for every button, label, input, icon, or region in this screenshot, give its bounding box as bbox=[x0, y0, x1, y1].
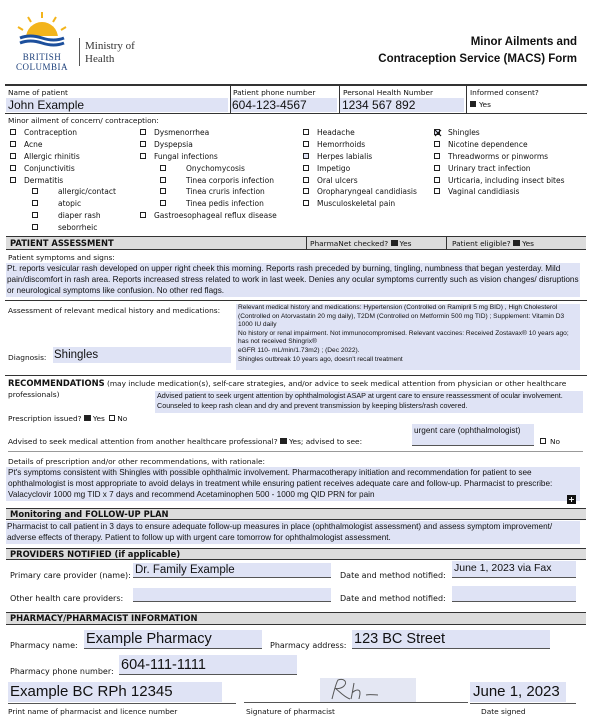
patient-name-field[interactable]: John Example bbox=[6, 98, 228, 112]
other-date-label: Date and method notified: bbox=[340, 594, 446, 603]
pharmanet-checkbox[interactable] bbox=[391, 240, 398, 246]
checkbox[interactable] bbox=[303, 177, 309, 183]
ailment-label-text: Tinea cruris infection bbox=[186, 187, 265, 196]
assessment-title: PATIENT ASSESSMENT bbox=[10, 238, 114, 248]
ailment-label-text: seborrheic bbox=[58, 223, 98, 232]
ailment-hemorrhoids[interactable] bbox=[303, 140, 365, 149]
primary-date-field[interactable]: June 1, 2023 via Fax bbox=[452, 561, 576, 578]
pharmacy-header bbox=[6, 612, 586, 625]
checkbox[interactable] bbox=[434, 141, 440, 147]
pharmacy-phone-label: Pharmacy phone number: bbox=[10, 667, 114, 676]
checkbox[interactable] bbox=[32, 224, 38, 230]
checkbox-checked[interactable] bbox=[434, 129, 440, 135]
ailment-label-text: Onychomycosis bbox=[186, 164, 245, 173]
checkbox[interactable] bbox=[303, 129, 309, 135]
signature-label: Signature of pharmacist bbox=[246, 707, 335, 716]
ailment-seborrheic[interactable] bbox=[32, 223, 97, 232]
ailment-oral-ulcers[interactable] bbox=[303, 176, 358, 185]
ailment-fungal[interactable] bbox=[140, 152, 218, 161]
checkbox[interactable] bbox=[10, 141, 16, 147]
signature-icon bbox=[326, 677, 386, 703]
logo-text-1: BRITISH bbox=[22, 52, 62, 62]
bc-sun-icon bbox=[10, 8, 74, 48]
ailment-dermatitis[interactable] bbox=[10, 176, 63, 185]
diagnosis-label: Diagnosis: bbox=[8, 353, 47, 362]
checkbox[interactable] bbox=[10, 177, 16, 183]
recommendations-title: RECOMMENDATIONS bbox=[8, 378, 105, 388]
ailment-dysmenorrhea[interactable] bbox=[140, 128, 209, 137]
ailment-label: Minor ailment of concern/ contraception: bbox=[8, 116, 159, 125]
ailment-label-text: Shingles bbox=[448, 128, 480, 137]
ailment-label-text: Gastroesophageal reflux disease bbox=[154, 211, 277, 220]
ailment-tinea-cruris[interactable] bbox=[160, 187, 265, 196]
patient-phone-field[interactable]: 604-123-4567 bbox=[231, 98, 337, 112]
eligible-checkbox[interactable] bbox=[513, 240, 520, 246]
date-signed-label: Date signed bbox=[481, 707, 526, 716]
ailment-onychomycosis[interactable] bbox=[160, 164, 245, 173]
prescription-yes-checkbox[interactable] bbox=[84, 415, 91, 421]
ailment-shingles[interactable] bbox=[434, 128, 480, 137]
ailment-label-text: diaper rash bbox=[58, 211, 101, 220]
checkbox[interactable] bbox=[140, 141, 146, 147]
advised-to-see-field[interactable]: urgent care (ophthalmologist) bbox=[412, 424, 534, 446]
ailment-label-text: Allergic rhinitis bbox=[24, 152, 80, 161]
logo-text-2: COLUMBIA bbox=[15, 62, 68, 72]
diagnosis-field[interactable]: Shingles bbox=[53, 347, 231, 363]
checkbox[interactable] bbox=[160, 188, 166, 194]
phn-field[interactable]: 1234 567 892 bbox=[340, 98, 464, 112]
patient-name-label: Name of patient bbox=[8, 88, 68, 97]
form-title-line2: Contraception Service (MACS) Form bbox=[378, 53, 577, 65]
ailment-label-text: Conjunctivitis bbox=[24, 164, 75, 173]
other-providers-field[interactable] bbox=[133, 588, 331, 602]
prescription-yes: Yes bbox=[92, 414, 105, 423]
ailment-label-text: Fungal infections bbox=[154, 152, 218, 161]
prescription-no: No bbox=[117, 414, 128, 423]
history-label: Assessment of relevant medical history and medications: bbox=[8, 306, 221, 315]
checkbox[interactable] bbox=[160, 165, 166, 171]
symptoms-field[interactable]: Pt. reports vesicular rash developed on upper right cheek this morning. Reports rash preceded by burning, tingling, numbness that began yesterday. Mild pain/discomfort in rash area. Reports increased stress related to work in last week. Denies any ocular symptoms currently such as vision changes/ disruptions or neurological symptoms like confusion. No other red flags. bbox=[7, 264, 579, 295]
checkbox[interactable] bbox=[303, 165, 309, 171]
ailment-gerd[interactable] bbox=[140, 211, 277, 220]
ailment-label-text: Contraception bbox=[24, 128, 78, 137]
ailment-label-text: atopic bbox=[58, 199, 82, 208]
ailment-label-text: Hemorrhoids bbox=[317, 140, 366, 149]
advised-no-checkbox[interactable] bbox=[540, 438, 546, 444]
pharmacist-name-label: Print name of pharmacist and licence number bbox=[8, 707, 178, 716]
ailment-label-text: allergic/contact bbox=[58, 187, 116, 196]
checkbox[interactable] bbox=[10, 129, 16, 135]
checkbox[interactable] bbox=[140, 129, 146, 135]
checkbox[interactable] bbox=[140, 212, 146, 218]
advised-yes-checkbox[interactable] bbox=[280, 438, 287, 444]
monitoring-header bbox=[6, 508, 586, 520]
ailment-impetigo[interactable] bbox=[303, 164, 350, 173]
checkbox[interactable] bbox=[32, 200, 38, 206]
ailment-headache[interactable] bbox=[303, 128, 355, 137]
ailment-label-text: Oropharyngeal candidiasis bbox=[317, 187, 417, 196]
ministry-line1: Ministry of bbox=[85, 40, 135, 52]
advised-yes: Yes; advised to see: bbox=[289, 437, 363, 446]
checkbox[interactable] bbox=[303, 200, 309, 206]
checkbox[interactable] bbox=[303, 188, 309, 194]
providers-title: PROVIDERS NOTIFIED (if applicable) bbox=[10, 549, 181, 559]
checkmark-icon bbox=[434, 129, 442, 137]
eligible-label: Patient eligible? bbox=[452, 239, 511, 248]
pharmacy-phone-field[interactable]: 604-111-1111 bbox=[119, 655, 297, 675]
checkbox[interactable] bbox=[32, 188, 38, 194]
other-providers-label: Other health care providers: bbox=[10, 594, 124, 603]
ailment-label-text: Tinea pedis infection bbox=[186, 199, 264, 208]
ailment-label-text: Urticaria, including insect bites bbox=[448, 176, 565, 185]
prescription-label: Prescription issued? bbox=[8, 414, 82, 423]
ailment-threadworms[interactable] bbox=[434, 152, 548, 161]
ailment-uti[interactable] bbox=[434, 164, 531, 173]
form-title bbox=[378, 34, 577, 68]
checkbox[interactable] bbox=[10, 153, 16, 159]
prescription-no-checkbox[interactable] bbox=[109, 415, 115, 421]
date-signed-field[interactable]: June 1, 2023 bbox=[470, 682, 566, 702]
ailment-vaginal-candidiasis[interactable] bbox=[434, 187, 519, 196]
ministry-name bbox=[85, 40, 135, 66]
checkbox[interactable] bbox=[434, 188, 440, 194]
primary-date-label: Date and method notified: bbox=[340, 571, 446, 580]
advised-row bbox=[8, 437, 362, 446]
checkbox[interactable] bbox=[32, 212, 38, 218]
checkbox[interactable] bbox=[10, 165, 16, 171]
expand-icon[interactable]: + bbox=[568, 495, 575, 504]
ailment-label-text: Dysmenorrhea bbox=[154, 128, 210, 137]
ailment-label-text: Nicotine dependence bbox=[448, 140, 528, 149]
advice-field[interactable]: Advised patient to seek urgent attention by ophthalmologist ASAP at urgent care to ensure reassessment of ocular involvement. Counseled to keep rash clean and dry and prevent transmission by keeping blisters/rash covered. bbox=[155, 391, 583, 413]
ailment-label-text: Herpes labialis bbox=[317, 152, 373, 161]
checkbox[interactable] bbox=[434, 177, 440, 183]
ailment-label-text: Oral ulcers bbox=[317, 176, 358, 185]
ailment-label-text: Tinea corporis infection bbox=[186, 176, 274, 185]
checkbox[interactable] bbox=[303, 141, 309, 147]
phn-label: Personal Health Number bbox=[343, 88, 434, 97]
monitoring-title: Monitoring and FOLLOW-UP PLAN bbox=[10, 509, 169, 519]
ailment-label-text: Dermatitis bbox=[24, 176, 64, 185]
pharmanet-checked[interactable] bbox=[310, 239, 411, 248]
ailment-tinea-corporis[interactable] bbox=[160, 176, 274, 185]
checkbox[interactable] bbox=[434, 153, 440, 159]
ailment-label-text: Musculoskeletal pain bbox=[317, 199, 396, 208]
ailment-dyspepsia[interactable] bbox=[140, 140, 193, 149]
symptoms-label: Patient symptoms and signs: bbox=[8, 253, 115, 262]
ailment-label-text: Urinary tract infection bbox=[448, 164, 531, 173]
patient-phone-label: Patient phone number bbox=[233, 88, 316, 97]
consent-yes[interactable] bbox=[470, 100, 491, 109]
advised-no bbox=[540, 437, 560, 446]
primary-provider-field[interactable]: Dr. Family Example bbox=[133, 563, 331, 578]
pharmacy-address-label: Pharmacy address: bbox=[270, 641, 347, 650]
ailment-contraception[interactable] bbox=[10, 128, 77, 137]
ailment-label-text: Acne bbox=[24, 140, 43, 149]
details-label: Details of prescription and/or other recommendations, with rationale: bbox=[8, 457, 266, 466]
ailment-herpes-labialis[interactable] bbox=[303, 152, 372, 161]
pharmacist-name-field[interactable]: Example BC RPh 12345 bbox=[8, 682, 222, 702]
ailment-label-text: Vaginal candidiasis bbox=[448, 187, 520, 196]
providers-header bbox=[6, 548, 586, 560]
bc-logo bbox=[10, 8, 74, 70]
recommendations-desc: (may include medication(s), self-care strategies, and/or advice to seek medical attention from physician or other healthcare professionals) bbox=[8, 379, 567, 399]
ailment-atopic[interactable] bbox=[32, 199, 81, 208]
ailment-tinea-pedis[interactable] bbox=[160, 199, 264, 208]
ailment-conjunctivitis[interactable] bbox=[10, 164, 75, 173]
monitoring-field[interactable]: Pharmacist to call patient in 3 days to ensure adequate follow-up measures in place (ophthalmologist assessment) and assess symptom improvement/ adverse effects of therapy. Patient to follow up with urgent care tomorrow for ophthalmologist assessment. bbox=[6, 521, 580, 544]
pharmanet-yes: Yes bbox=[399, 239, 412, 248]
ailment-allergic-contact[interactable] bbox=[32, 187, 116, 196]
history-field[interactable]: Relevant medical history and medications: Hypertension (Controlled on Ramipril 5 mg BID) , High Cholesterol (Controlled on Atorvastatin 20 mg daily), T2DM (Controlled on Metformin 500 mg TID) ; Supplement: Vitamin D3 1000 IU daily No history or renal impairment. Not immunocompromised. Relevant vaccines: Received Zostavax® 10 years ago; has not received Shingrix® eGFR 110- mL/min/1.73m2) ; (Dec 2022). Shingles outbreak 10 years ago, doesn't recall treatment bbox=[236, 304, 580, 370]
ailment-allergic-rhinitis[interactable] bbox=[10, 152, 80, 161]
ministry-line2: Health bbox=[85, 53, 115, 65]
eligible-checked[interactable] bbox=[452, 239, 534, 248]
pharmacy-name-label: Pharmacy name: bbox=[10, 641, 78, 650]
prescription-issued bbox=[8, 414, 127, 423]
signature-field[interactable] bbox=[244, 676, 468, 703]
ailment-oropharyngeal[interactable] bbox=[303, 187, 417, 196]
consent-checkbox[interactable] bbox=[470, 101, 476, 107]
ailment-musculoskeletal[interactable] bbox=[303, 199, 395, 208]
checkbox[interactable] bbox=[303, 153, 309, 159]
ailment-label-text: Headache bbox=[317, 128, 355, 137]
details-field[interactable]: Pt's symptoms consistent with Shingles with possible ophthalmic involvement. Pharmacotherapy initiation and recommendation for patient to see ophthalmologist is most appropriate to avoid delays in treatment while ensuring patient receives adequate care and follow-up. Pharmacist to prescribe: Valacyclovir 1000 mg TID x 7 days and recommend Acetaminophen 500 - 1000 mg QID PRN for pain bbox=[6, 467, 580, 501]
pharmanet-label: PharmaNet checked? bbox=[310, 239, 389, 248]
ailment-label-text: Threadworms or pinworms bbox=[448, 152, 549, 161]
checkbox[interactable] bbox=[160, 200, 166, 206]
ailment-nicotine[interactable] bbox=[434, 140, 528, 149]
form-title-line1: Minor Ailments and bbox=[470, 36, 577, 48]
ailment-label-text: Impetigo bbox=[317, 164, 351, 173]
advised-label: Advised to seek medical attention from another healthcare professional? bbox=[8, 437, 278, 446]
logo-divider bbox=[79, 38, 80, 66]
ailment-label-text: Dyspepsia bbox=[154, 140, 193, 149]
checkbox[interactable] bbox=[160, 177, 166, 183]
eligible-yes: Yes bbox=[522, 239, 534, 248]
primary-provider-label: Primary care provider (name): bbox=[10, 571, 131, 580]
pharmacy-name-field[interactable]: Example Pharmacy bbox=[84, 630, 262, 649]
pharmacy-title: PHARMACY/PHARMACIST INFORMATION bbox=[10, 613, 198, 623]
ailment-diaper-rash[interactable] bbox=[32, 211, 101, 220]
consent-yes-label: Yes bbox=[479, 100, 491, 109]
checkbox[interactable] bbox=[434, 165, 440, 171]
ailment-acne[interactable] bbox=[10, 140, 43, 149]
other-date-field[interactable] bbox=[452, 586, 576, 602]
checkbox[interactable] bbox=[140, 153, 146, 159]
advised-no-label: No bbox=[550, 437, 561, 446]
consent-label: Informed consent? bbox=[470, 88, 539, 97]
ailment-urticaria[interactable] bbox=[434, 176, 565, 185]
pharmacy-address-field[interactable]: 123 BC Street bbox=[352, 630, 550, 649]
